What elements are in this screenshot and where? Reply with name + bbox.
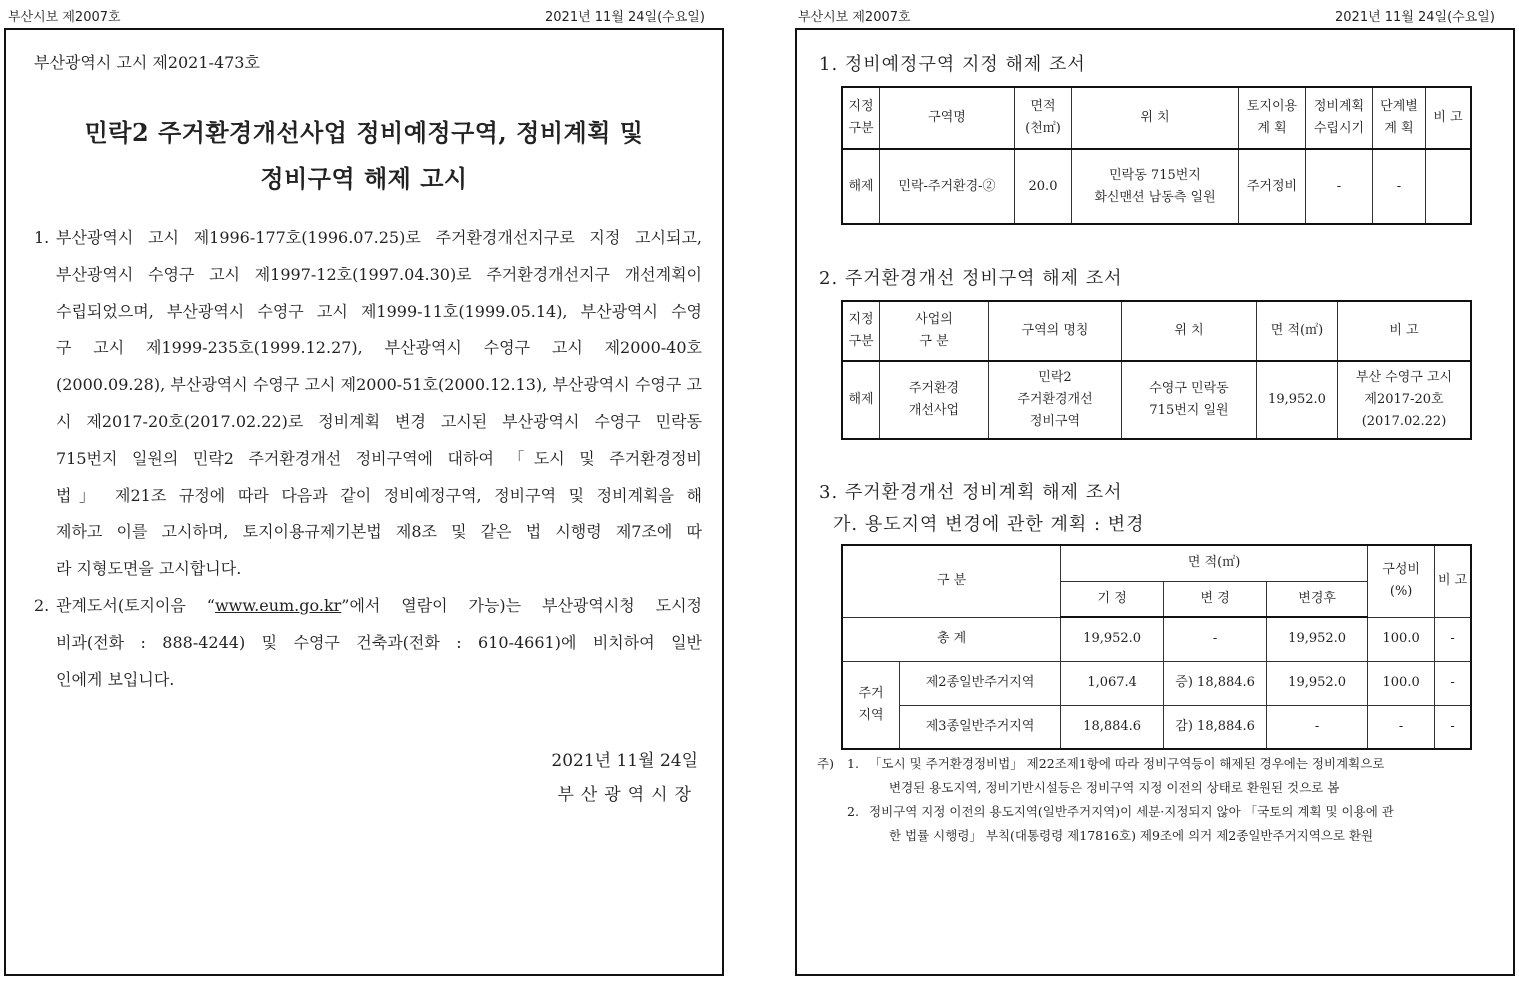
t3-header-ratio: 구성비 (%) <box>1368 545 1435 617</box>
t3-header-division: 구 분 <box>842 545 1061 617</box>
t2-cell-location: 수영구 민락동 715번지 일원 <box>1122 361 1257 439</box>
paragraph-line: 인에게 보입니다. <box>56 669 175 689</box>
right-tables-panel <box>795 28 1515 976</box>
left-header-issue: 부산시보 제2007호 <box>8 10 121 25</box>
paragraph-line: 715번지 일원의 민락2 주거환경개선 정비구역에 대하여 「도시 및 주거환경정비 <box>56 448 702 468</box>
t1-cell-plan-time: - <box>1306 149 1373 224</box>
right-header-date: 2021년 11월 24일(수요일) <box>1335 10 1495 25</box>
t3-total-ratio: 100.0 <box>1368 617 1435 661</box>
t3-row-change: 감) 18,884.6 <box>1164 705 1267 749</box>
paragraph-2 <box>34 588 702 698</box>
t1-cell-phase: - <box>1373 149 1426 224</box>
t1-cell-type: 해제 <box>842 149 880 224</box>
t3-header-current: 기 정 <box>1061 581 1164 617</box>
note-line: 한 법률 시행령」 부칙(대통령령 제17816호) 제9조에 의거 제2종일반주거지역으로 환원 <box>889 828 1374 843</box>
t3-row-current: 1,067.4 <box>1061 661 1164 705</box>
t1-header-note: 비 고 <box>1426 87 1472 149</box>
t2-cell-area: 19,952.0 <box>1257 361 1338 439</box>
note-label: 주) <box>817 756 834 771</box>
note-line: 「도시 및 주거환경정비법」 제22조제1항에 따라 정비구역등이 해제된 경우에는 정비계획으로 <box>869 756 1385 771</box>
t2-cell-biz: 주거환경 개선사업 <box>880 361 989 439</box>
paragraph-line: 라 지형도면을 고시합니다. <box>56 559 242 579</box>
t2-header-area: 면 적(㎡) <box>1257 301 1338 361</box>
t3-row-after: 19,952.0 <box>1267 661 1368 705</box>
t1-header-area: 면적 (천㎡) <box>1015 87 1072 149</box>
t2-cell-note: 부산 수영구 고시 제2017-20호 (2017.02.22) <box>1338 361 1472 439</box>
t3-row-name: 제3종일반주거지역 <box>900 705 1061 749</box>
t2-header-type: 지정 구분 <box>842 301 880 361</box>
t3-header-after: 변경후 <box>1267 581 1368 617</box>
note-number: 2. <box>847 804 859 819</box>
t2-header-note: 비 고 <box>1338 301 1472 361</box>
paragraph-line: 구 고시 제1999-235호(1999.12.27), 부산광역시 수영구 고시 제2000-40호 <box>56 338 702 358</box>
notice-title <box>6 110 722 202</box>
notice-date: 2021년 11월 24일 <box>551 751 698 771</box>
t1-cell-area: 20.0 <box>1015 149 1072 224</box>
section-3-subtitle: 가. 용도지역 변경에 관한 계획 : 변경 <box>833 514 1145 535</box>
note-line: 변경된 용도지역, 정비기반시설등은 정비구역 지정 이전의 상태로 환원된 것으로 봄 <box>889 780 1340 795</box>
para2-pre: 관계도서(토지이음 “ <box>56 596 215 615</box>
note-1 <box>817 752 1497 800</box>
paragraph-line: 시 제2017-20호(2017.02.22)로 정비계획 변경 고시된 부산광역시 수영구 민락동 <box>56 411 702 431</box>
t3-row-ratio: - <box>1368 705 1435 749</box>
t2-header-name: 구역의 명칭 <box>989 301 1122 361</box>
t1-header-name: 구역명 <box>880 87 1015 149</box>
notice-number: 부산광역시 고시 제2021-473호 <box>34 53 260 72</box>
note-line: 정비구역 지정 이전의 용도지역(일반주거지역)이 세분·지정되지 않아 「국토의 계획 및 이용에 관 <box>869 804 1394 819</box>
paragraph-line <box>34 588 702 625</box>
eum-link[interactable]: www.eum.go.kr <box>214 596 342 615</box>
t3-row-note: - <box>1435 661 1471 705</box>
t1-header-location: 위 치 <box>1072 87 1239 149</box>
t1-cell-landuse: 주거정비 <box>1239 149 1306 224</box>
t3-header-note: 비 고 <box>1435 545 1471 617</box>
paragraph-line: 수립되었으며, 부산광역시 수영구 고시 제1999-11호(1999.05.14), 부산광역시 수영 <box>56 301 702 321</box>
t2-cell-name: 민락2 주거환경개선 정비구역 <box>989 361 1122 439</box>
section-1-title: 1. 정비예정구역 지정 해제 조서 <box>819 54 1086 75</box>
t2-header-biz: 사업의 구 분 <box>880 301 989 361</box>
t3-total-change: - <box>1164 617 1267 661</box>
paragraph-line: 부산광역시 고시 제1996-177호(1996.07.25)로 주거환경개선지구로 지정 고시되고, <box>56 228 702 247</box>
paragraph-line: 법」 제21조 규정에 따라 다음과 같이 정비예정구역, 정비구역 및 정비계획을 해 <box>56 485 702 505</box>
paragraph-number: 2. <box>34 596 50 615</box>
notice-title-line: 정비구역 해제 고시 <box>260 164 468 193</box>
table-row <box>842 661 1471 705</box>
left-notice-panel <box>4 28 724 976</box>
t1-header-phase: 단계별 계 획 <box>1373 87 1426 149</box>
t1-cell-note <box>1426 149 1472 224</box>
t3-row-note: - <box>1435 705 1471 749</box>
t2-header-location: 위 치 <box>1122 301 1257 361</box>
table-2 <box>841 300 1472 440</box>
paragraph-line: (2000.09.28), 부산광역시 수영구 고시 제2000-51호(2000.12.13), 부산광역시 수영구 고 <box>56 375 702 395</box>
t3-header-change: 변 경 <box>1164 581 1267 617</box>
t2-cell-type: 해제 <box>842 361 880 439</box>
t3-row-change: 증) 18,884.6 <box>1164 661 1267 705</box>
t3-total-note: - <box>1435 617 1471 661</box>
t3-row-name: 제2종일반주거지역 <box>900 661 1061 705</box>
notice-title-line: 민락2 주거환경개선사업 정비예정구역, 정비계획 및 <box>84 118 644 147</box>
t1-cell-name: 민락-주거환경-② <box>880 149 1015 224</box>
right-header-issue: 부산시보 제2007호 <box>798 10 911 25</box>
t3-total-label: 총 계 <box>842 617 1061 661</box>
t1-cell-location: 민락동 715번지 화신맨션 남동측 일원 <box>1072 149 1239 224</box>
t3-total-current: 19,952.0 <box>1061 617 1164 661</box>
table-notes <box>817 752 1497 848</box>
section-3-title: 3. 주거환경개선 정비계획 해제 조서 <box>819 482 1123 503</box>
section-2-title: 2. 주거환경개선 정비구역 해제 조서 <box>819 268 1123 289</box>
notice-signer: 부산광역시장 <box>557 785 698 805</box>
note-2 <box>817 800 1497 848</box>
left-header-date: 2021년 11월 24일(수요일) <box>545 10 705 25</box>
para2-post: ”에서 열람이 가능)는 부산광역시청 도시정 <box>341 596 702 615</box>
paragraph-line: 부산광역시 수영구 고시 제1997-12호(1997.04.30)로 주거환경개선지구 개선계획이 <box>56 264 702 284</box>
t3-row-ratio: 100.0 <box>1368 661 1435 705</box>
t1-header-plan-time: 정비계획 수립시기 <box>1306 87 1373 149</box>
paragraph-1 <box>34 220 702 588</box>
table-3 <box>841 544 1472 750</box>
t3-header-area: 면 적(㎡) <box>1061 545 1368 581</box>
table-1 <box>841 86 1472 225</box>
t1-header-landuse: 토지이용 계 획 <box>1239 87 1306 149</box>
t3-row-after: - <box>1267 705 1368 749</box>
paragraph-line: 제하고 이를 고시하며, 토지이용규제기본법 제8조 및 같은 법 시행령 제7조에 따 <box>56 522 702 542</box>
t3-row-current: 18,884.6 <box>1061 705 1164 749</box>
t3-group-label: 주거 지역 <box>842 661 900 749</box>
paragraph-number: 1. <box>34 228 50 247</box>
table-row <box>842 705 1471 749</box>
t3-total-after: 19,952.0 <box>1267 617 1368 661</box>
paragraph-line: 비과(전화 : 888-4244) 및 수영구 건축과(전화 : 610-4661)에 비치하여 일반 <box>56 632 702 652</box>
t1-header-type: 지정 구분 <box>842 87 880 149</box>
note-number: 1. <box>847 756 859 771</box>
